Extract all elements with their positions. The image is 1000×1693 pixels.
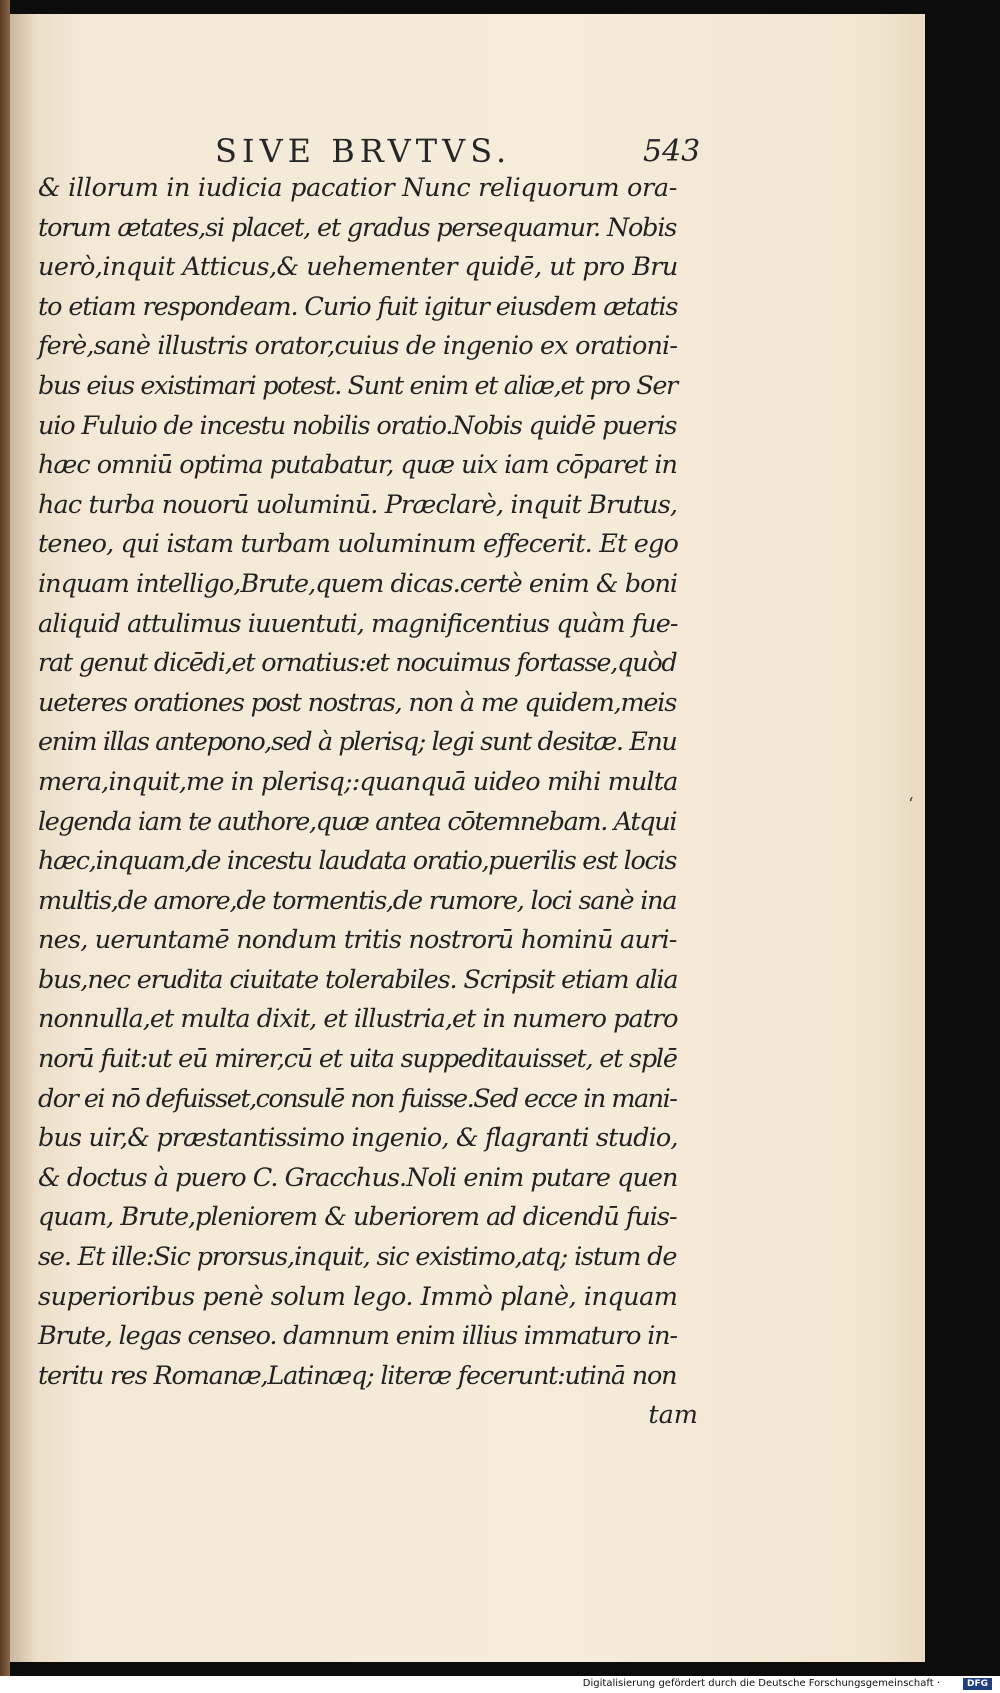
text-line: nonnulla,et multa dixit, et illustria,et in numero patro	[38, 1004, 678, 1035]
margin-mark: ʻ	[908, 794, 914, 815]
text-line: bus uir,& præstantissimo ingenio, & flagranti studio,	[38, 1123, 678, 1154]
text-line: uerò,inquit Atticus,& uehementer quidē, ut pro Bru	[38, 252, 678, 283]
text-line: teneo, qui istam turbam uoluminum effecerit. Et ego	[38, 529, 679, 560]
text-line: Brute, legas censeo. damnum enim illius immaturo in-	[38, 1321, 677, 1352]
running-head: SIVE BRVTVS.	[215, 132, 512, 170]
text-line: hac turba nouorū uoluminū. Præclarè, inquit Brutus,	[38, 489, 678, 520]
text-line: teritu res Romanæ,Latinæq; literæ fecerunt:utinā non	[38, 1360, 677, 1391]
text-line: & doctus à puero C. Gracchus.Noli enim putare quen	[38, 1162, 678, 1193]
text-line: multis,de amore,de tormentis,de rumore, loci sanè ina	[38, 885, 677, 916]
catchword: tam	[648, 1400, 698, 1431]
text-line: superioribus penè solum lego. Immò planè, inquam	[38, 1281, 678, 1312]
text-line: uio Fuluio de incestu nobilis oratio.Nobis quidē pueris	[38, 410, 677, 441]
text-line: mera,inquit,me in plerisq;:quanquā uideo mihi multa	[38, 766, 678, 797]
digitization-credit: Digitalisierung gefördert durch die Deutsche Forschungsgemeinschaft ·	[582, 1678, 940, 1689]
book-spine-edge	[0, 0, 10, 1693]
text-line: norū fuit:ut eū mirer,cū et uita suppeditauisset, et splē	[38, 1044, 677, 1075]
text-line: bus eius existimari potest. Sunt enim et aliæ,et pro Ser	[38, 370, 677, 401]
book-page	[10, 14, 925, 1662]
text-line: ferè,sanè illustris orator,cuius de ingenio ex orationi-	[38, 331, 678, 362]
page-number: 543	[643, 134, 701, 169]
text-line: dor ei nō defuisset,consulē non fuisse.Sed ecce in mani-	[38, 1083, 677, 1114]
dfg-logo: DFG	[963, 1678, 992, 1690]
text-line: nes, ueruntamē nondum tritis nostrorū hominū auri-	[38, 925, 677, 956]
body-text	[38, 169, 698, 1436]
text-line: quam, Brute,pleniorem & uberiorem ad dicendū fuis-	[38, 1202, 677, 1233]
text-line: hæc omniū optima putabatur, quæ uix iam cōparet in	[38, 450, 677, 481]
text-line: aliquid attulimus iuuentuti, magnificentius quàm fue-	[38, 608, 678, 639]
text-line: se. Et ille:Sic prorsus,inquit, sic existimo,atq; istum de	[38, 1242, 677, 1273]
text-line: inquam intelligo,Brute,quem dicas.certè enim & boni	[38, 568, 678, 599]
text-line: hæc,inquam,de incestu laudata oratio,puerilis est locis	[38, 846, 677, 877]
text-line: enim illas antepono,sed à plerisq; legi sunt desitæ. Enu	[38, 727, 677, 758]
text-line: to etiam respondeam. Curio fuit igitur eiusdem ætatis	[38, 291, 678, 322]
text-line: bus,nec erudita ciuitate tolerabiles. Scripsit etiam alia	[38, 964, 678, 995]
text-line: rat genut dicēdi,et ornatius:et nocuimus fortasse,quòd	[38, 648, 677, 679]
text-line: legenda iam te authore,quæ antea cōtemnebam. Atqui	[38, 806, 677, 837]
text-line: torum ætates,si placet, et gradus persequamur. Nobis	[38, 212, 677, 243]
text-line: ueteres orationes post nostras, non à me quidem,meis	[38, 687, 677, 718]
text-line: & illorum in iudicia pacatior Nunc reliquorum ora-	[38, 173, 678, 203]
